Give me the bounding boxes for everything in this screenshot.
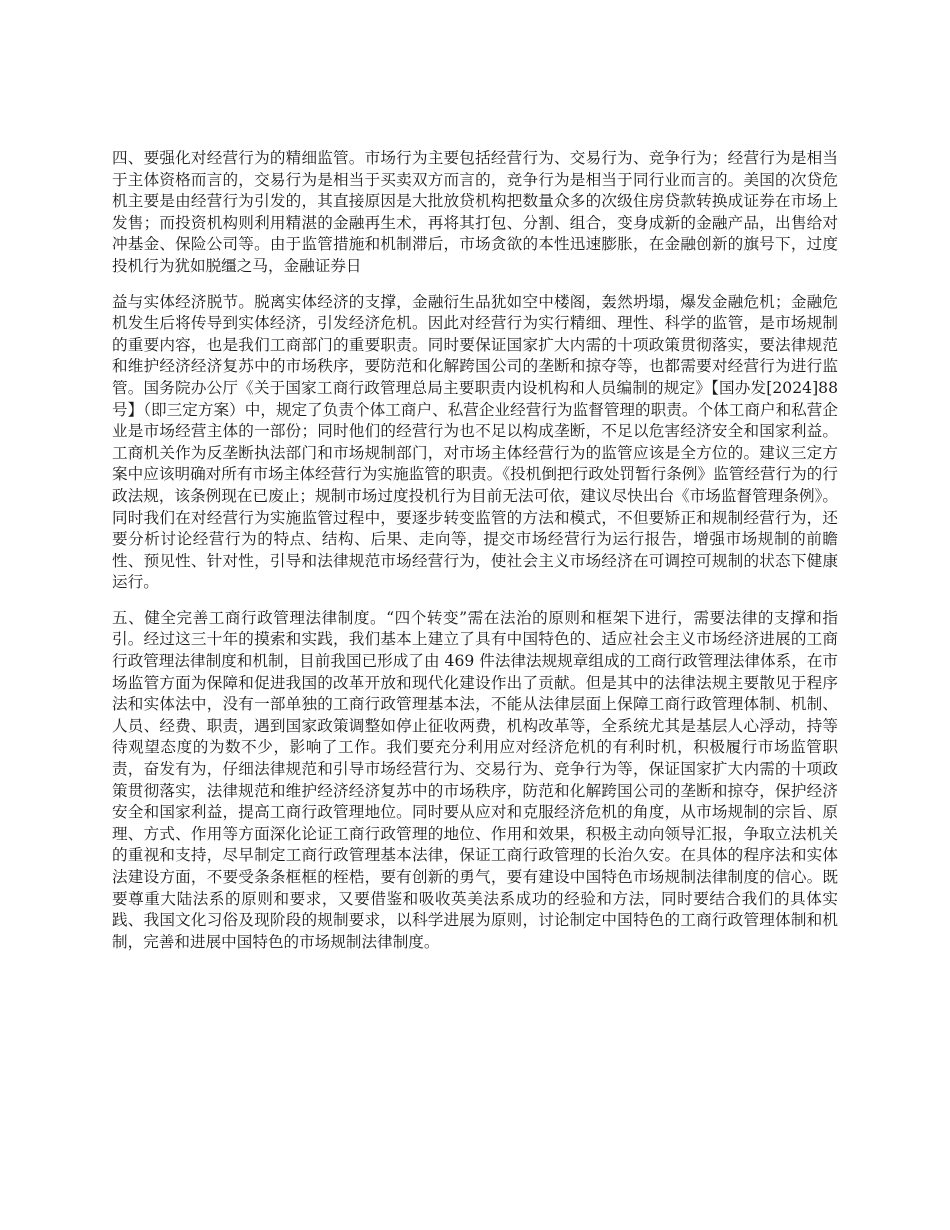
paragraph-supervision-of-business-conduct: 四、要强化对经营行为的精细监管。市场行为主要包括经营行为、交易行为、竞争行为；经营行为是相当于主体资格而言的，交易行为是相当于买卖双方而言的，竞争行为是相当于同行业而言的。美国的次贷危机主要是由经营行为引发的，其直接原因是大批放贷机构把数量众多的次级住房贷款转换成证券在市场上发售；而投资机构则利用精湛的金融再生术，再将其打包、分割、组合，变身成新的金融产品，出售给对冲基金、保险公司等。由于监管措施和机制滞后，市场贪欲的本性迅速膨胀，在金融创新的旗号下，过度投机行为犹如脱缰之马，金融证券日 [112,149,838,275]
paragraph-legal-system: 五、健全完善工商行政管理法律制度。“四个转变”需在法治的原则和框架下进行，需要法律的支撑和指引。经过这三十年的摸索和实践，我们基本上建立了具有中国特色的、适应社会主义市场经济进展的工商行政管理法律制度和机制，目前我国已形成了由 469 件法律法规规章组成的工商行政管理法律体系，在市场监管方面为保障和促进我国的改革开放和现代化建设作出了贡献。但是其中的法律法规主要散见于程序法和实体法中，没有一部单独的工商行政管理基本法，不能从法律层面上保障工商行政管理体制、机制、人员、经费、职责，遇到国家政策调整如停止征收两费，机构改革等，全系统尤其是基层人心浮动，持等待观望态度的为数不少，影响了工作。我们要充分利用应对经济危机的有利时机，积极履行市场监管职责，奋发有为，仔细法律规范和引导市场经营行为、交易行为、竞争行为等，保证国家扩大内需的十项政策贯彻落实，法律规范和维护经济经济复苏中的市场秩序，防范和化解跨国公司的垄断和掠夺，保护经济安全和国家利益，提高工商行政管理地位。同时要从应对和克服经济危机的角度，从市场规制的宗旨、原理、方式、作用等方面深化论证工商行政管理的地位、作用和效果，积极主动向领导汇报，争取立法机关的重视和支持，尽早制定工商行政管理基本法律，保证工商行政管理的长治久安。在具体的程序法和实体法建设方面，不要受条条框框的桎梏，要有创新的勇气，要有建设中国特色市场规制法律制度的信心。既要尊重大陆法系的原则和要求，又要借鉴和吸收英美法系成功的经验和方法，同时要结合我们的具体实践、我国文化习俗及现阶段的规制要求，以科学进展为原则，讨论制定中国特色的工商行政管理体制和机制，完善和进展中国特色的市场规制法律制度。 [112,608,838,951]
document-page [112,148,838,967]
paragraph-supervision-continued: 益与实体经济脱节。脱离实体经济的支撑，金融衍生品犹如空中楼阁，轰然坍塌，爆发金融危机；金融危机发生后将传导到实体经济，引发经济危机。因此对经营行为实行精细、理性、科学的监管，是市场规制的重要内容，也是我们工商部门的重要职责。同时要保证国家扩大内需的十项政策贯彻落实，要法律规范和维护经济经济复苏中的市场秩序，要防范和化解跨国公司的垄断和掠夺等，也都需要对经营行为进行监管。国务院办公厅《关于国家工商行政管理总局主要职责内设机构和人员编制的规定》【国办发[2024]88 号】（即三定方案）中，规定了负责个体工商户、私营企业经营行为监督管理的职责。个体工商户和私营企业是市场经营主体的一部份；同时他们的经营行为也不足以构成垄断，不足以危害经济安全和国家利益。工商机关作为反垄断执法部门和市场规制部门，对市场主体经营行为的监管应该是全方位的。建议三定方案中应该明确对所有市场主体经营行为实施监管的职责。《投机倒把行政处罚暂行条例》监管经营行为的行政法规，该条例现在已废止；规制市场过度投机行为目前无法可依，建议尽快出台《市场监督管理条例》。同时我们在对经营行为实施监管过程中，要逐步转变监管的方法和模式，不但要矫正和规制经营行为，还要分析讨论经营行为的特点、结构、后果、走向等，提交市场经营行为运行报告，增强市场规制的前瞻性、预见性、针对性，引导和法律规范市场经营行为，使社会主义市场经济在可调控可规制的状态下健康运行。 [112,292,838,592]
